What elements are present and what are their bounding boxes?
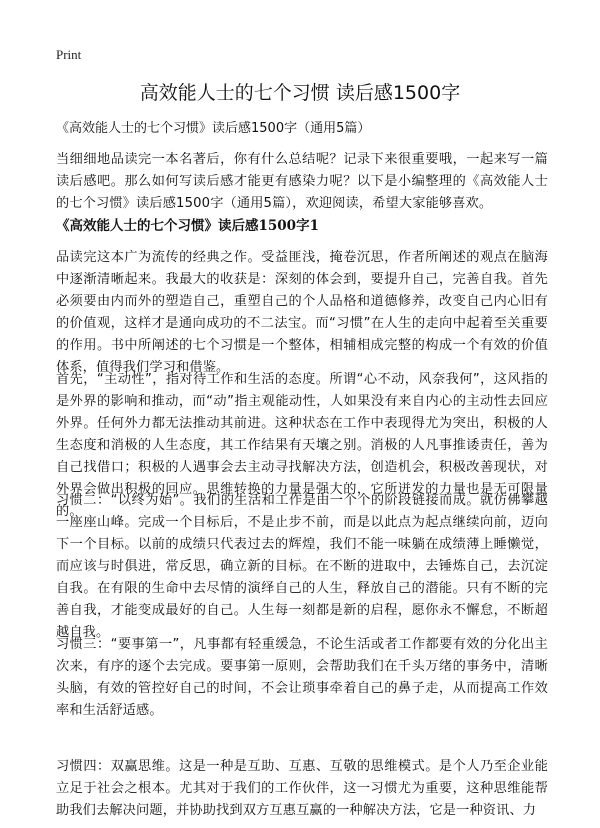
body-paragraph-1: 品读完这本广为流传的经典之作。受益匪浅，掩卷沉思，作者所阐述的观点在脑海中逐渐清晰起来。我最大的收获是：深刻的体会到，要提升自己，完善自我。首先必须要由内而外的塑造自己，重塑自己的个人品格和道德修养，改变自己内心旧有的价值观，这样才是通向成功的不二法宝。而“习惯”在人生的走向中起着至关重要的作用。书中所阐述的七个习惯是一个整体，相辅相成完整的构成一个有效的价值体系，值得我们学习和借鉴。 [56,250,548,375]
intro-paragraph: 当细细地品读完一本名著后，你有什么总结呢？记录下来很重要哦，一起来写一篇读后感吧。那么如何写读后感才能更有感染力呢？以下是小编整理的《高效能人士的七个习惯》读后感1500字（通用5篇），欢迎阅读，希望大家能够喜欢。 [56,152,548,211]
body-paragraph-5: 习惯四：双赢思维。这是一种是互助、互惠、互敬的思维模式。是个人乃至企业能立足于社会之根本。尤其对于我们的工作伙伴，这一习惯尤为重要，这种思维能帮助我们去解决问题，并协助找到双方互惠互赢的一种解决方法，它是一种资讯、力 [56,759,548,818]
page-title: 高效能人士的七个习惯 读后感1500字 [139,82,461,104]
subtitle: 《高效能人士的七个习惯》读后感1500字（通用5篇） [56,121,371,136]
body-paragraph-3: 习惯二：“以终为始”。我们的生活和工作是由一个个的阶段链接而成。就仿佛攀越一座座山峰。完成一个目标后，不是止步不前，而是以此点为起点继续向前，迈向下一个目标。以前的成绩只代表过去的辉煌，我们不能一味躺在成绩薄上睡懒觉，而应该与时俱进，常反思，确立新的目标。在不断的进取中，去锤炼自己，去沉淀自我。在有限的生命中去尽情的演绎自己的人生，释放自己的潜能。只有不断的完善自我，才能变成最好的自己。人生每一刻都是新的启程，愿你永不懈怠，不断超越自我。 [56,493,548,640]
section-heading: 《高效能人士的七个习惯》读后感1500字1 [56,218,319,234]
body-paragraph-2: 首先，“主动性”，指对待工作和生活的态度。所谓“心不动，风奈我何”，这风指的是外界的影响和推动，而“动”指主观能动性，人如果没有来自内心的主动性去回应外界。任何外力都无法推动其前进。这种状态在工作中表现得尤为突出，积极的人生态度和消极的人生态度，其工作结果有天壤之别。消极的人凡事推诿责任，善为自己找借口；积极的人遇事会去主动寻找解决方法，创造机会，积极改善现状，对外界会做出积极的回应。思维转换的力量是强大的，它所迸发的力量也是无可限量的。 [56,372,548,519]
body-paragraph-4: 习惯三：“要事第一”，凡事都有轻重缓急，不论生活或者工作都要有效的分化出主次来，有序的逐个去完成。要事第一原则，会帮助我们在千头万绪的事务中，清晰头脑，有效的管控好自己的时间，不会让琐事牵着自己的鼻子走，从而提高工作效率和生活舒适感。 [56,637,548,718]
print-link[interactable]: Print [56,47,82,62]
